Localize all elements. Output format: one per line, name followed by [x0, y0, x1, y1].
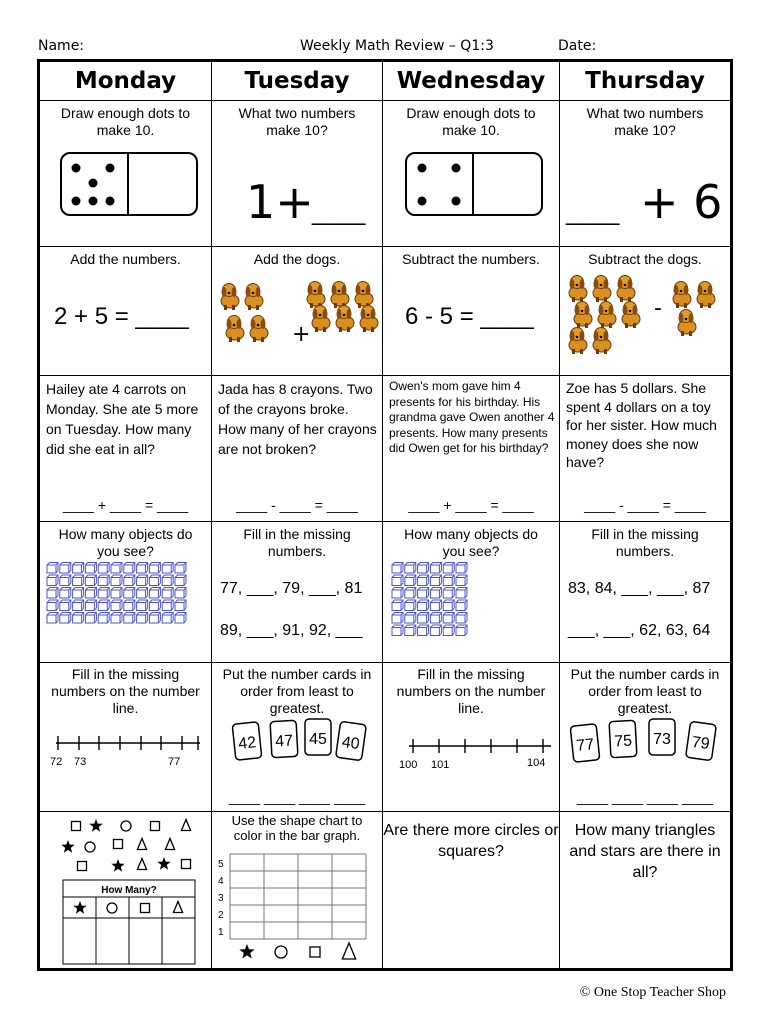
- number-card: [232, 722, 262, 761]
- cube-icon: [137, 600, 148, 611]
- cube-icon: [124, 588, 135, 599]
- cube-icon: [73, 575, 84, 586]
- number-cards: [560, 717, 730, 769]
- square-icon: [182, 860, 191, 869]
- y-axis-label: 2: [218, 910, 224, 921]
- cube-icon: [405, 575, 416, 586]
- wednesday-subtract-cell: [383, 247, 559, 375]
- star-icon: [61, 840, 74, 853]
- prompt: Fill in the missing numbers.: [243, 526, 351, 559]
- triangle-icon: [173, 902, 182, 913]
- dog-icon: [598, 302, 616, 329]
- cube-icon: [418, 588, 429, 599]
- square-icon: [310, 947, 320, 957]
- number-line-label: 72: [50, 756, 63, 768]
- dog-icon: [250, 316, 268, 343]
- cube-icon: [111, 588, 122, 599]
- prompt: Draw enough dots to make 10.: [60, 105, 191, 138]
- date-label: Date:: [558, 38, 597, 54]
- circle-icon: [107, 903, 117, 913]
- number-card: [270, 720, 298, 757]
- number-line-label: 100: [399, 759, 418, 771]
- square-icon: [141, 904, 150, 913]
- cube-icon: [137, 588, 148, 599]
- dogs-picture: [212, 273, 382, 373]
- cube-icon: [392, 575, 403, 586]
- prompt: Put the number cards in order from least to greatest.: [570, 666, 720, 716]
- number-card: [570, 724, 600, 763]
- number-line[interactable]: [383, 732, 559, 792]
- cube-icon: [85, 613, 96, 624]
- cube-icon: [175, 600, 186, 611]
- question: Are there more circles or squares?: [383, 822, 559, 860]
- cube-icon: [456, 600, 467, 611]
- tuesday-add-dogs-cell: [212, 247, 382, 375]
- prompt: Put the number cards in order from least to greatest.: [222, 666, 372, 716]
- cube-icon: [149, 588, 160, 599]
- dog-icon: [697, 282, 715, 309]
- cube-icon: [124, 600, 135, 611]
- equation-blanks[interactable]: ____ - ____ = ____: [584, 497, 706, 513]
- cube-icon: [392, 563, 403, 574]
- circle-icon: [85, 842, 95, 852]
- equation: 2 + 5 = ____: [54, 303, 189, 330]
- cube-icon: [73, 588, 84, 599]
- star-icon: [73, 901, 86, 914]
- cube-icon: [47, 600, 58, 611]
- dog-group-right: [307, 282, 378, 333]
- cube-icon: [162, 588, 173, 599]
- svg-text:79: 79: [690, 733, 711, 754]
- prompt: What two numbers make 10?: [586, 105, 704, 138]
- monday-count-cubes-cell: [40, 522, 211, 662]
- dog-group-left: [569, 276, 640, 355]
- dog-icon: [331, 282, 349, 309]
- cube-icon: [175, 575, 186, 586]
- cube-icon: [111, 600, 122, 611]
- cube-icon: [111, 613, 122, 624]
- word-problem: Zoe has 5 dollars. She spent 4 dollars on a toy for her sister. How much money does she now have?: [566, 380, 717, 470]
- copyright-footer: © One Stop Teacher Shop: [579, 985, 726, 1000]
- word-problem: Hailey ate 4 carrots on Monday. She ate 5 more on Tuesday. How many did she eat in all?: [46, 381, 199, 457]
- number-sequence[interactable]: 83, 84, ___, ___, 87: [568, 580, 711, 597]
- square-icon: [114, 840, 123, 849]
- dog-icon: [673, 282, 691, 309]
- svg-text:42: 42: [237, 734, 257, 753]
- cube-icon: [47, 575, 58, 586]
- cube-icon: [47, 563, 58, 574]
- cube-icon: [405, 625, 416, 636]
- cube-icon: [443, 588, 454, 599]
- cube-icon: [85, 575, 96, 586]
- number-line-label: 73: [74, 756, 87, 768]
- cube-icon: [430, 563, 441, 574]
- dog-icon: [593, 328, 611, 355]
- svg-text:77: 77: [575, 736, 595, 755]
- tuesday-bar-graph-cell: [212, 812, 382, 968]
- prompt: What two numbers make 10?: [238, 105, 356, 138]
- cube-icon: [418, 575, 429, 586]
- cube-icon: [73, 613, 84, 624]
- cube-icon: [418, 563, 429, 574]
- operator: +: [292, 322, 311, 347]
- cube-icon: [443, 600, 454, 611]
- monday-shape-tally-cell: [40, 812, 211, 968]
- triangle-icon: [137, 839, 146, 850]
- day-header-monday: Monday: [74, 68, 177, 94]
- thursday-make-ten-cell: [560, 101, 730, 246]
- cube-icon: [60, 600, 71, 611]
- dog-icon: [574, 302, 592, 329]
- expression: 1+: [246, 175, 314, 229]
- blank-bar-graph[interactable]: [212, 848, 382, 968]
- tuesday-missing-numbers-cell: [212, 522, 382, 662]
- dog-icon: [312, 306, 330, 333]
- number-card: [305, 719, 331, 755]
- cube-icon: [443, 625, 454, 636]
- dog-icon: [593, 276, 611, 303]
- answer-blank[interactable]: ____: [566, 199, 620, 226]
- word-problem: Owen's mom gave him 4 presents for his birthday. His grandma gave Owen another 4 presents. How many presents did Owen get for his birthday?: [389, 379, 555, 455]
- cube-icon: [418, 613, 429, 624]
- cube-icon: [443, 563, 454, 574]
- dog-icon: [678, 310, 696, 337]
- cube-grid: [46, 562, 211, 662]
- number-card: [336, 721, 367, 760]
- equation-blanks[interactable]: ____ + ____ = ____: [408, 497, 534, 513]
- cube-icon: [98, 613, 109, 624]
- dog-icon: [226, 316, 244, 343]
- y-axis-label: 3: [218, 893, 224, 904]
- number-card: [649, 719, 675, 755]
- monday-domino-cell: [40, 101, 211, 246]
- cube-icon: [392, 625, 403, 636]
- number-card: [686, 721, 717, 760]
- cube-icon: [47, 588, 58, 599]
- cube-icon: [162, 600, 173, 611]
- day-header-thursday: Thursday: [585, 68, 705, 94]
- number-line-label: 101: [431, 759, 450, 771]
- prompt: Subtract the dogs.: [588, 251, 702, 267]
- cube-icon: [137, 575, 148, 586]
- thursday-subtract-dogs-cell: [560, 247, 730, 375]
- cube-icon: [85, 563, 96, 574]
- tuesday-word-problem-cell: [212, 376, 382, 521]
- cube-icon: [98, 575, 109, 586]
- cube-icon: [149, 563, 160, 574]
- cube-icon: [85, 600, 96, 611]
- square-icon: [151, 822, 160, 831]
- wednesday-count-cubes-cell: [383, 522, 559, 662]
- cube-icon: [456, 613, 467, 624]
- star-icon: [111, 859, 124, 872]
- equation: 6 - 5 = ____: [405, 303, 534, 330]
- dog-icon: [360, 306, 378, 333]
- name-label: Name:: [38, 38, 85, 54]
- cube-icon: [430, 600, 441, 611]
- cube-icon: [111, 563, 122, 574]
- dog-icon: [569, 276, 587, 303]
- cube-icon: [98, 588, 109, 599]
- cube-icon: [418, 625, 429, 636]
- thursday-question-cell: [560, 812, 730, 968]
- wednesday-domino-cell: [383, 101, 559, 246]
- cube-icon: [124, 575, 135, 586]
- triangle-icon: [165, 839, 174, 850]
- dog-icon: [245, 284, 263, 311]
- cube-icon: [430, 588, 441, 599]
- cube-icon: [149, 600, 160, 611]
- how-many-table[interactable]: [40, 874, 211, 966]
- dog-group-left: [221, 284, 268, 343]
- cube-icon: [405, 563, 416, 574]
- circle-icon: [121, 821, 131, 831]
- svg-text:47: 47: [274, 732, 294, 751]
- cube-icon: [60, 613, 71, 624]
- monday-add-cell: [40, 247, 211, 375]
- cube-icon: [162, 563, 173, 574]
- worksheet-grid: [37, 59, 733, 971]
- cube-icon: [405, 613, 416, 624]
- monday-word-problem-cell: [40, 376, 211, 521]
- triangle-icon: [342, 943, 355, 959]
- cube-icon: [443, 613, 454, 624]
- prompt: Fill in the missing numbers on the number line.: [396, 666, 546, 716]
- svg-text:45: 45: [309, 731, 327, 748]
- cube-icon: [60, 575, 71, 586]
- cube-icon: [137, 563, 148, 574]
- prompt: Fill in the missing numbers on the number line.: [51, 666, 200, 716]
- scattered-shapes: [40, 814, 211, 876]
- number-line-label: 104: [527, 757, 546, 769]
- monday-number-line-cell: [40, 663, 211, 811]
- cube-icon: [175, 613, 186, 624]
- cube-icon: [430, 625, 441, 636]
- star-icon: [157, 857, 170, 870]
- prompt: Draw enough dots to make 10.: [406, 105, 536, 138]
- number-sequence[interactable]: 77, ___, 79, ___, 81: [220, 580, 363, 597]
- cube-icon: [124, 613, 135, 624]
- cube-icon: [137, 613, 148, 624]
- thursday-word-problem-cell: [560, 376, 730, 521]
- dog-icon: [221, 284, 239, 311]
- cube-icon: [149, 575, 160, 586]
- number-sequence[interactable]: 89, ___, 91, 92, ___: [220, 622, 363, 639]
- day-header-tuesday: Tuesday: [244, 68, 350, 94]
- circle-icon: [275, 946, 287, 958]
- cube-icon: [430, 575, 441, 586]
- cube-icon: [98, 600, 109, 611]
- cube-icon: [162, 613, 173, 624]
- cube-icon: [47, 613, 58, 624]
- svg-text:75: 75: [613, 732, 633, 751]
- cube-icon: [149, 613, 160, 624]
- prompt: How many objects do you see?: [58, 526, 193, 559]
- day-header-wednesday: Wednesday: [396, 68, 546, 94]
- answer-blank[interactable]: ____: [312, 199, 366, 226]
- cube-icon: [456, 575, 467, 586]
- dog-icon: [355, 282, 373, 309]
- cube-icon: [392, 600, 403, 611]
- cube-icon: [456, 588, 467, 599]
- dog-icon: [336, 306, 354, 333]
- cube-icon: [175, 563, 186, 574]
- y-axis-label: 5: [218, 859, 224, 870]
- prompt: How many objects do you see?: [404, 526, 538, 559]
- prompt: Use the shape chart to color in the bar graph.: [231, 813, 363, 843]
- domino-four-dots[interactable]: [383, 145, 559, 245]
- cube-icon: [73, 600, 84, 611]
- wednesday-question-cell: [383, 812, 559, 968]
- cube-icon: [162, 575, 173, 586]
- prompt: Fill in the missing numbers.: [591, 526, 699, 559]
- equation-blanks[interactable]: ____ - ____ = ____: [236, 497, 358, 513]
- cube-icon: [392, 613, 403, 624]
- star-icon: [89, 819, 102, 832]
- number-line[interactable]: [40, 729, 211, 789]
- cube-icon: [60, 563, 71, 574]
- svg-text:40: 40: [340, 733, 361, 754]
- prompt: Add the numbers.: [70, 251, 181, 267]
- cube-icon: [430, 613, 441, 624]
- answer-blanks[interactable]: ____ ____ ____ ____: [576, 789, 714, 805]
- dog-group-right: [673, 282, 715, 337]
- wednesday-word-problem-cell: [383, 376, 559, 521]
- number-card: [609, 720, 637, 757]
- cube-icon: [124, 563, 135, 574]
- triangle-icon: [181, 820, 190, 831]
- cube-icon: [73, 563, 84, 574]
- cube-icon: [98, 563, 109, 574]
- tuesday-order-cards-cell: [212, 663, 382, 811]
- worksheet-title: Weekly Math Review – Q1:3: [300, 38, 494, 54]
- prompt: Add the dogs.: [253, 251, 341, 267]
- number-line-label: 77: [168, 756, 181, 768]
- domino-six-dots[interactable]: [40, 145, 211, 245]
- question: How many triangles and stars are there in all?: [569, 822, 721, 881]
- cube-grid: [391, 562, 559, 662]
- cube-icon: [443, 575, 454, 586]
- tuesday-make-ten-cell: [212, 101, 382, 246]
- table-title: How Many?: [101, 885, 157, 896]
- square-icon: [72, 822, 81, 831]
- cube-icon: [60, 588, 71, 599]
- dogs-picture: [560, 273, 730, 373]
- thursday-missing-numbers-cell: [560, 522, 730, 662]
- thursday-order-cards-cell: [560, 663, 730, 811]
- cube-icon: [456, 563, 467, 574]
- prompt: Subtract the numbers.: [402, 251, 540, 267]
- answer-blanks[interactable]: ____ ____ ____ ____: [228, 789, 366, 805]
- dog-icon: [622, 302, 640, 329]
- word-problem: Jada has 8 crayons. Two of the crayons broke. How many of her crayons are not broken?: [218, 381, 377, 457]
- cube-icon: [175, 588, 186, 599]
- cube-icon: [405, 588, 416, 599]
- number-sequence[interactable]: ___, ___, 62, 63, 64: [568, 622, 711, 639]
- expression: + 6: [640, 175, 723, 229]
- cube-icon: [456, 625, 467, 636]
- square-icon: [78, 862, 87, 871]
- cube-icon: [85, 588, 96, 599]
- number-cards: [212, 717, 382, 769]
- operator: -: [654, 296, 662, 321]
- star-icon: [239, 944, 254, 959]
- y-axis-label: 4: [218, 876, 224, 887]
- cube-icon: [418, 600, 429, 611]
- equation-blanks[interactable]: ____ + ____ = ____: [62, 497, 189, 513]
- svg-text:73: 73: [653, 731, 671, 748]
- dog-icon: [617, 276, 635, 303]
- dog-icon: [569, 328, 587, 355]
- triangle-icon: [137, 859, 146, 870]
- cube-icon: [392, 588, 403, 599]
- wednesday-number-line-cell: [383, 663, 559, 811]
- cube-icon: [405, 600, 416, 611]
- dog-icon: [307, 282, 325, 309]
- y-axis-label: 1: [218, 927, 224, 938]
- cube-icon: [111, 575, 122, 586]
